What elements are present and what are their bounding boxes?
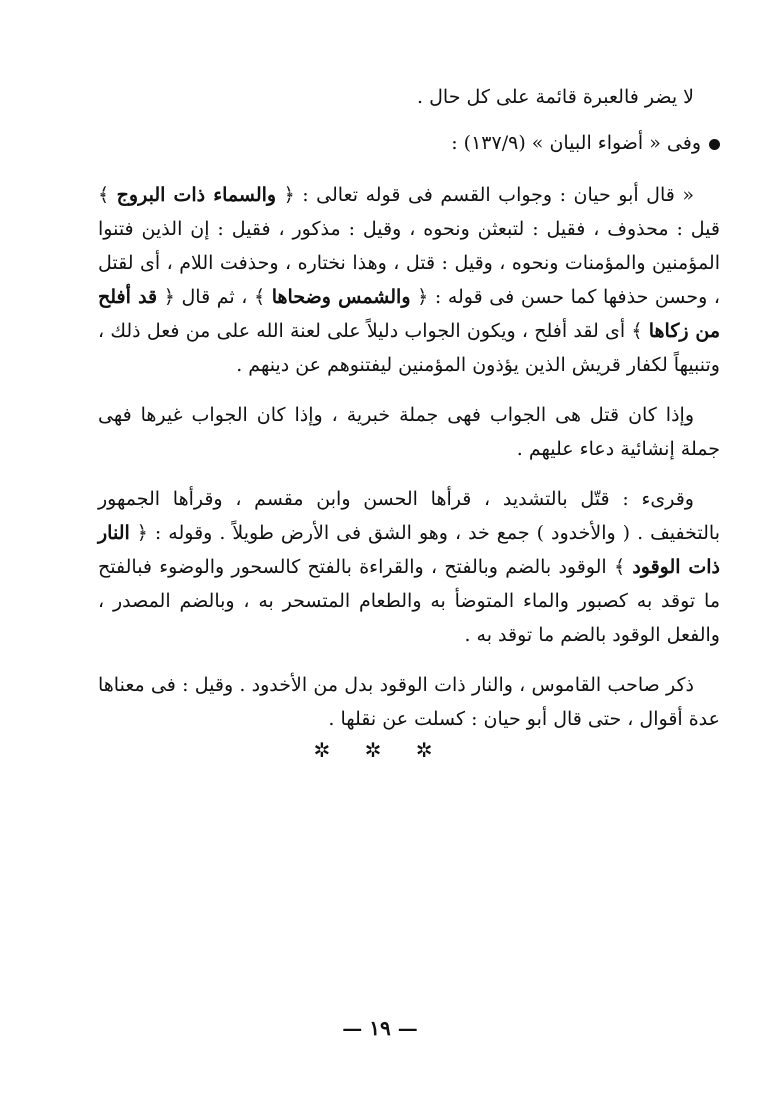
reading-part: وقرىء : قتّل بالتشديد ، قرأها الحسن وابن مقسم ، وقرأها الجمهور بالتخفيف . ( والأخدود ) جمع خد ، وهو الشق فى الأرض طويلاً . وقوله : ﴿ xyxy=(98,488,720,544)
verse-text: والسماء ذات البروج xyxy=(116,184,277,206)
opening-line: لا يضر فالعبرة قائمة على كل حال . xyxy=(417,86,694,108)
quote-mid: ﴾ قيل : محذوف ، فقيل : لتبعثن ونحوه ، وقيل : مذكور ، فقيل : إن الذين فتنوا المؤمنين والمؤمنات ونحوه ، وقيل : قتل ، وهذا نختاره ، وحذفت اللام ، أى لقتل ، وحسن حذفها كما حسن فى قوله : ﴿ xyxy=(98,184,720,308)
quote-intro: « قال أبو حيان : وجواب القسم فى قوله تعالى : ﴿ xyxy=(276,184,694,206)
verse-text: والشمس وضحاها xyxy=(271,286,411,308)
reading-part: ﴾ الوقود بالضم وبالفتح ، والقراءة بالفتح كالسحور والوضوء فبالفتح ما توقد به كصبور والماء المتوضأ به والطعام المتسحر به ، وبالضم المصدر ، والفعل الوقود بالضم ما توقد به . xyxy=(98,556,720,646)
qamus-paragraph: ذكر صاحب القاموس ، والنار ذات الوقود بدل من الأخدود . وقيل : فى معناها عدة أقوال ، حتى قال أبو حيان : كسلت عن نقلها . xyxy=(98,674,720,730)
quote-end: ﴾ أى لقد أفلح ، ويكون الجواب دليلاً على لعنة الله على من فعل ذلك ، وتنبيهاً لكفار قريش الذين يؤذون المؤمنين ليفتنوهم عن دينهم . xyxy=(98,320,720,376)
verse-text: النار ذات الوقود xyxy=(98,522,721,578)
section-separator: ✲ ✲ ✲ xyxy=(313,738,447,762)
bullet-icon xyxy=(709,139,720,150)
answer-paragraph: وإذا كان قتل هى الجواب فهى جملة خبرية ، وإذا كان الجواب غيرها فهى جملة إنشائية دعاء عليهم . xyxy=(98,404,720,460)
source-line xyxy=(98,126,720,160)
quote-mid: ﴾ ، ثم قال ﴿ xyxy=(157,286,272,308)
page-number: — ١٩ — xyxy=(342,1016,418,1040)
source-text: وفى « أضواء البيان » (١٣٧/٩) : xyxy=(451,132,701,154)
verse-text: قد أفلح من زكاها xyxy=(98,286,720,342)
quote-paragraph xyxy=(98,178,720,382)
page-body xyxy=(98,80,720,752)
reading-paragraph xyxy=(98,482,720,652)
